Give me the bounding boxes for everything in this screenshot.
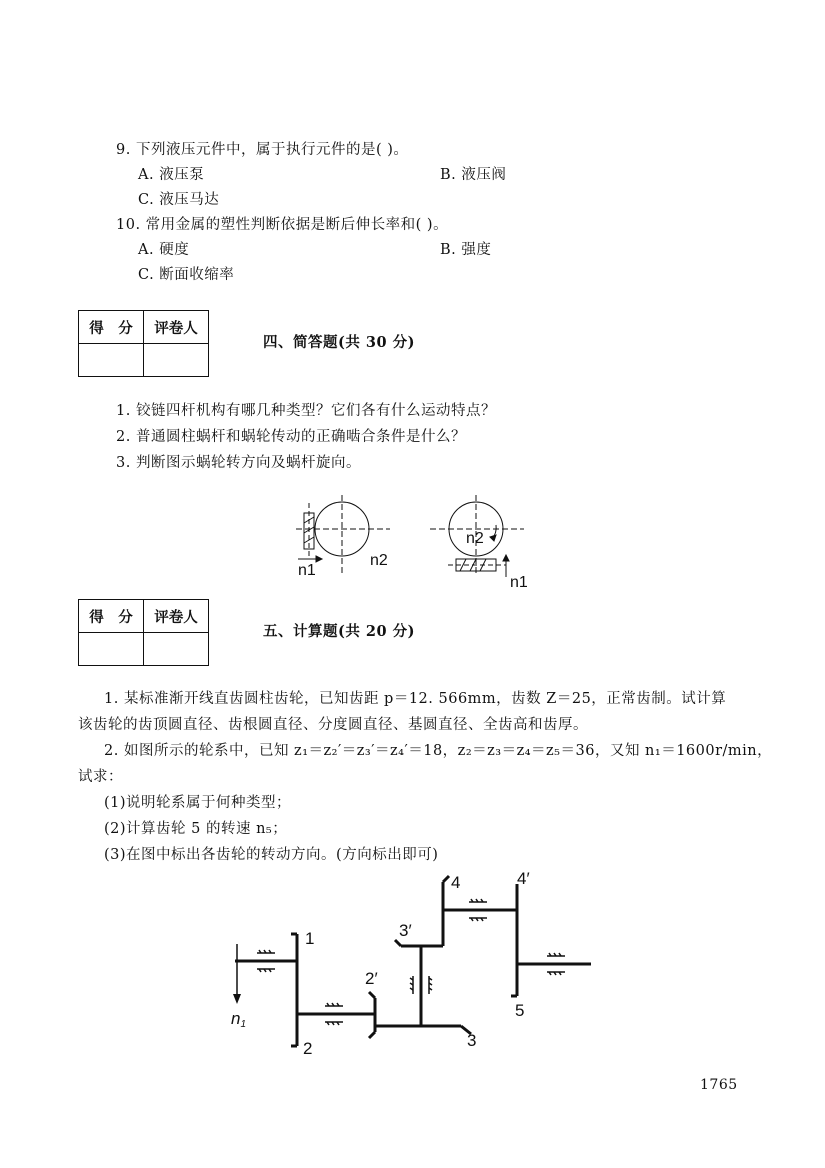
label-gear-5: 5 <box>515 1001 525 1020</box>
score-cell <box>79 344 144 377</box>
worm-right-n1: n1 <box>510 574 528 591</box>
label-gear-3p: 3′ <box>399 921 412 940</box>
label-gear-2p: 2′ <box>365 969 378 988</box>
label-gear-4p: 4′ <box>517 869 530 888</box>
score-box-section5 <box>78 599 209 666</box>
q9-option-a: A. 液压泵 <box>138 167 205 183</box>
label-gear-2: 2 <box>303 1039 313 1058</box>
worm-left-n2: n2 <box>370 552 388 569</box>
s5-q2-sub2: (2)计算齿轮 5 的转速 n₅； <box>104 821 288 837</box>
score-cell <box>79 633 144 666</box>
grader-cell <box>144 344 209 377</box>
label-n1: n1 <box>231 1009 247 1030</box>
page-number: 1765 <box>700 1077 738 1093</box>
section5-title: 五、计算题(共 20 分) <box>263 623 415 640</box>
q10-stem: 10. 常用金属的塑性判断依据是断后伸长率和( )。 <box>116 217 449 233</box>
q9-option-b: B. 液压阀 <box>440 167 507 183</box>
q9-stem: 9. 下列液压元件中，属于执行元件的是( )。 <box>116 142 409 158</box>
label-gear-4: 4 <box>451 873 461 892</box>
s5-q2-line1: 2. 如图所示的轮系中，已知 z₁＝z₂′＝z₃′＝z₄′＝18，z₂＝z₃＝z₄＝z₅＝36，又知 n₁＝1600r/min， <box>104 743 773 759</box>
s5-q1-line2: 该齿轮的齿顶圆直径、齿根圆直径、分度圆直径、基圆直径、全齿高和齿厚。 <box>78 717 588 733</box>
score-box-section4 <box>78 310 209 377</box>
gear-train-diagram <box>225 870 605 1060</box>
grader-label: 评卷人 <box>144 311 209 344</box>
q10-option-a: A. 硬度 <box>138 242 190 258</box>
q10-option-c: C. 断面收缩率 <box>138 267 235 283</box>
s5-q2-sub1: (1)说明轮系属于何种类型； <box>104 795 292 811</box>
score-label: 得 分 <box>79 311 144 344</box>
worm-gear-diagrams <box>280 495 540 595</box>
grader-cell <box>144 633 209 666</box>
s4-q2: 2. 普通圆柱蜗杆和蜗轮传动的正确啮合条件是什么？ <box>116 429 466 445</box>
s4-q1: 1. 铰链四杆机构有哪几种类型？它们各有什么运动特点？ <box>116 403 496 419</box>
section4-title: 四、简答题(共 30 分) <box>263 334 415 351</box>
q10-option-b: B. 强度 <box>440 242 492 258</box>
s5-q2-sub3: (3)在图中标出各齿轮的转动方向。(方向标出即可) <box>104 847 439 863</box>
label-gear-3: 3 <box>467 1031 477 1050</box>
s4-q3: 3. 判断图示蜗轮转方向及蜗杆旋向。 <box>116 455 361 471</box>
s5-q1-line1: 1. 某标准渐开线直齿圆柱齿轮，已知齿距 p＝12. 566mm，齿数 Z＝25，正常齿制。试计算 <box>104 691 727 707</box>
q9-option-c: C. 液压马达 <box>138 192 220 208</box>
s5-q2-line2: 试求： <box>78 769 123 785</box>
score-label: 得 分 <box>79 600 144 633</box>
worm-right-n2: n2 <box>466 530 484 547</box>
grader-label: 评卷人 <box>144 600 209 633</box>
worm-left-n1: n1 <box>298 562 316 579</box>
label-gear-1: 1 <box>305 929 315 948</box>
